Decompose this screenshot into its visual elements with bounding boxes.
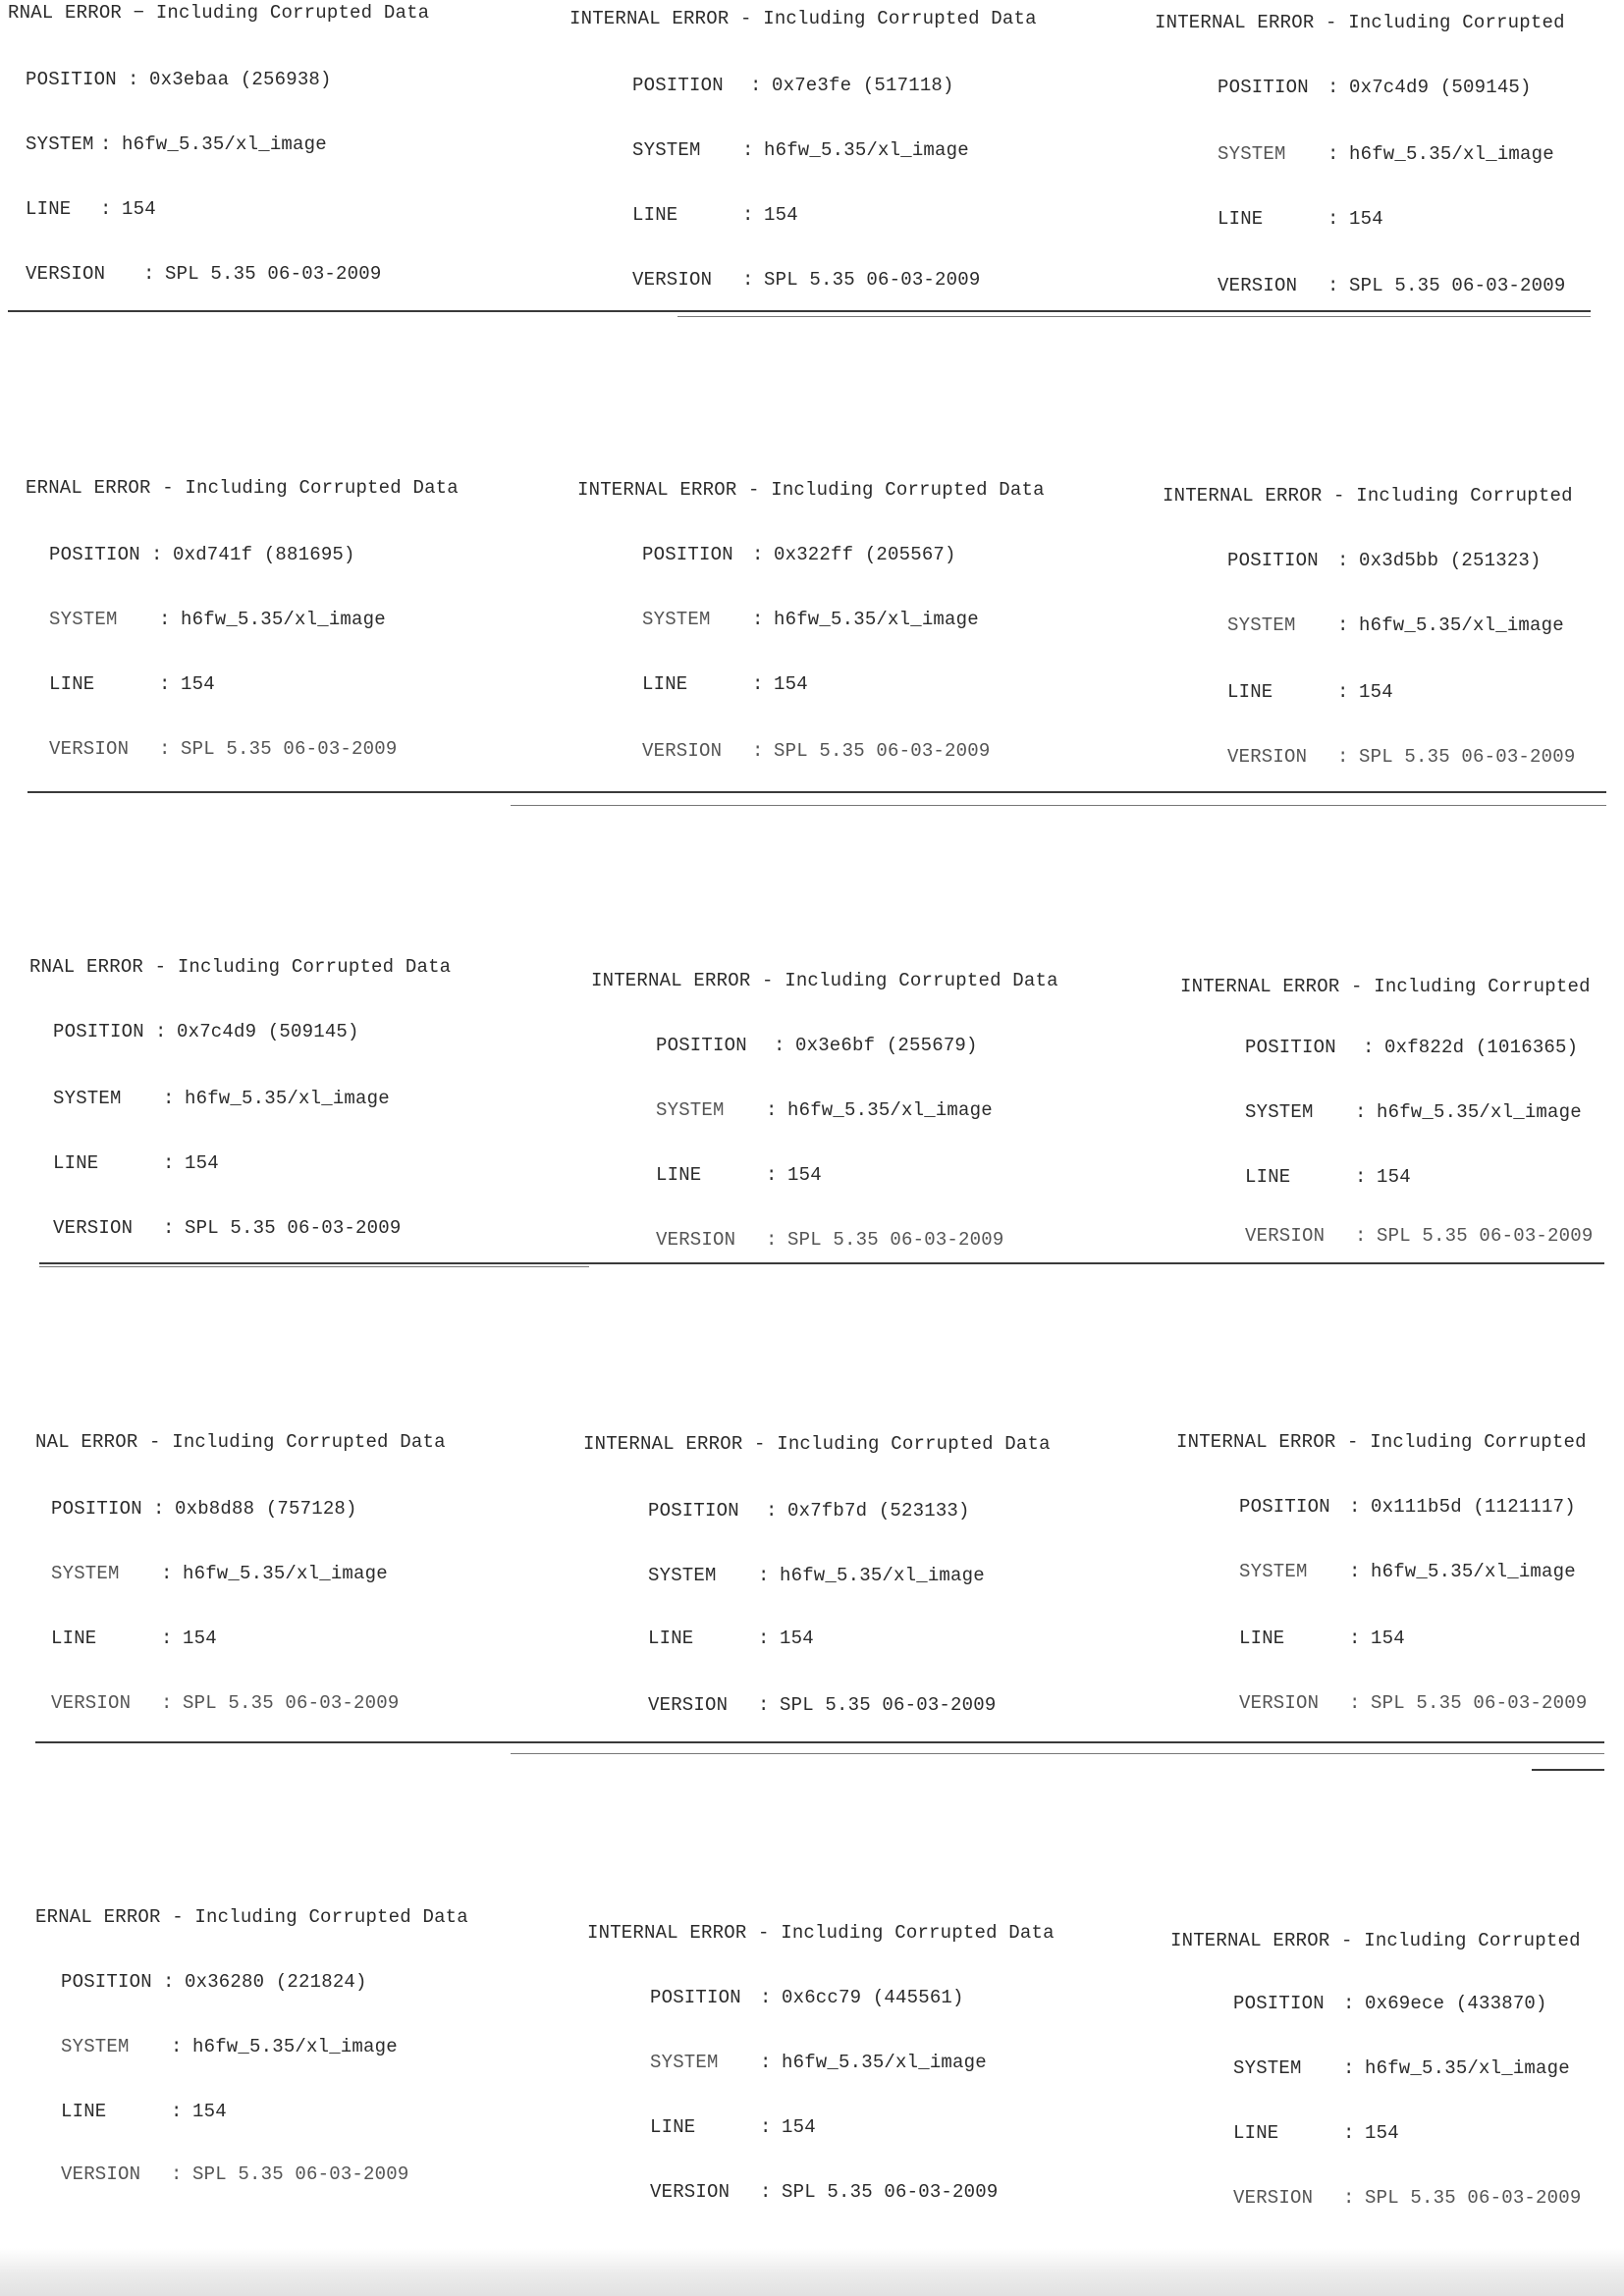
position-label: POSITION <box>650 1987 741 2008</box>
line-value: 154 <box>1349 208 1383 230</box>
field-separator: : <box>742 139 754 161</box>
system-value: h6fw_5.35/xl_image <box>1371 1561 1576 1582</box>
error-title: INTERNAL ERROR - Including Corrupted <box>1170 1930 1581 1951</box>
cut-line <box>511 1753 1604 1754</box>
version-value: SPL 5.35 06-03-2009 <box>183 1692 400 1714</box>
field-separator: : <box>760 2181 772 2203</box>
field-separator: : <box>163 1152 175 1174</box>
version-value: SPL 5.35 06-03-2009 <box>181 738 398 760</box>
version-label: VERSION <box>61 2163 141 2185</box>
position-label: POSITION <box>642 544 733 565</box>
version-value: SPL 5.35 06-03-2009 <box>185 1217 402 1239</box>
error-block <box>26 477 556 772</box>
version-value: SPL 5.35 06-03-2009 <box>764 269 981 291</box>
system-label: SYSTEM <box>650 2052 719 2073</box>
field-separator: : <box>758 1565 770 1586</box>
error-title: INTERNAL ERROR - Including Corrupted <box>1180 976 1591 997</box>
cut-line <box>8 310 1591 312</box>
error-block <box>577 479 1108 774</box>
field-separator: : <box>760 1987 772 2008</box>
field-separator: : <box>758 1628 770 1649</box>
field-separator: : <box>1343 2057 1355 2079</box>
position-value: 0x7e3fe (517118) <box>772 75 954 96</box>
version-value: SPL 5.35 06-03-2009 <box>1349 275 1566 296</box>
error-block <box>1155 12 1624 306</box>
error-title: INTERNAL ERROR - Including Corrupted Data <box>587 1922 1055 1944</box>
cut-line <box>35 1741 1604 1743</box>
field-separator: : <box>1343 2187 1355 2209</box>
field-separator: : <box>752 673 764 695</box>
version-label: VERSION <box>1245 1225 1326 1247</box>
cut-line <box>39 1266 589 1267</box>
system-label: SYSTEM <box>49 609 118 630</box>
line-value: 154 <box>1365 2122 1399 2144</box>
line-label: LINE <box>26 198 72 220</box>
field-separator: : <box>155 1021 167 1042</box>
system-value: h6fw_5.35/xl_image <box>782 2052 987 2073</box>
version-value: SPL 5.35 06-03-2009 <box>1365 2187 1582 2209</box>
field-separator: : <box>760 2116 772 2138</box>
version-label: VERSION <box>26 263 106 285</box>
field-separator: : <box>1337 746 1349 768</box>
field-separator: : <box>153 1498 165 1520</box>
field-separator: : <box>171 2101 183 2122</box>
error-block <box>29 956 560 1251</box>
field-separator: : <box>1343 2122 1355 2144</box>
system-value: h6fw_5.35/xl_image <box>181 609 386 630</box>
version-label: VERSION <box>648 1694 729 1716</box>
error-title: ERNAL ERROR - Including Corrupted Data <box>35 1906 468 1928</box>
system-value: h6fw_5.35/xl_image <box>780 1565 985 1586</box>
version-value: SPL 5.35 06-03-2009 <box>782 2181 999 2203</box>
version-label: VERSION <box>1227 746 1308 768</box>
system-label: SYSTEM <box>1239 1561 1308 1582</box>
error-title: INTERNAL ERROR - Including Corrupted Data <box>569 8 1037 29</box>
system-label: SYSTEM <box>1233 2057 1302 2079</box>
position-label: POSITION <box>51 1498 142 1520</box>
line-label: LINE <box>1227 681 1273 703</box>
error-block <box>587 1922 1117 2216</box>
field-separator: : <box>128 69 139 90</box>
field-separator: : <box>750 75 762 96</box>
field-separator: : <box>752 544 764 565</box>
position-value: 0x6cc79 (445561) <box>782 1987 964 2008</box>
field-separator: : <box>1349 1561 1361 1582</box>
field-separator: : <box>1355 1101 1367 1123</box>
system-label: SYSTEM <box>51 1563 120 1584</box>
field-separator: : <box>163 1971 175 1993</box>
version-value: SPL 5.35 06-03-2009 <box>192 2163 409 2185</box>
line-label: LINE <box>656 1164 702 1186</box>
version-label: VERSION <box>650 2181 731 2203</box>
version-value: SPL 5.35 06-03-2009 <box>774 740 991 762</box>
line-label: LINE <box>1245 1166 1291 1188</box>
field-separator: : <box>760 2052 772 2073</box>
position-value: 0x322ff (205567) <box>774 544 956 565</box>
system-label: SYSTEM <box>26 133 94 155</box>
system-value: h6fw_5.35/xl_image <box>122 133 327 155</box>
field-separator: : <box>766 1164 778 1186</box>
system-label: SYSTEM <box>642 609 711 630</box>
line-value: 154 <box>1377 1166 1411 1188</box>
version-label: VERSION <box>53 1217 134 1239</box>
error-title: INTERNAL ERROR - Including Corrupted Data <box>577 479 1045 501</box>
field-separator: : <box>1327 275 1339 296</box>
field-separator: : <box>742 269 754 291</box>
system-value: h6fw_5.35/xl_image <box>764 139 969 161</box>
error-block <box>583 1433 1113 1728</box>
scan-edge-shadow <box>0 2248 1624 2296</box>
field-separator: : <box>1327 208 1339 230</box>
system-label: SYSTEM <box>61 2036 130 2057</box>
system-value: h6fw_5.35/xl_image <box>1349 143 1554 165</box>
version-value: SPL 5.35 06-03-2009 <box>165 263 382 285</box>
version-value: SPL 5.35 06-03-2009 <box>780 1694 997 1716</box>
field-separator: : <box>1337 550 1349 571</box>
system-label: SYSTEM <box>53 1088 122 1109</box>
position-value: 0xd741f (881695) <box>173 544 355 565</box>
cut-line <box>677 316 1591 317</box>
line-label: LINE <box>650 2116 696 2138</box>
line-label: LINE <box>642 673 688 695</box>
field-separator: : <box>752 609 764 630</box>
version-label: VERSION <box>1239 1692 1320 1714</box>
line-value: 154 <box>1371 1628 1405 1649</box>
line-value: 154 <box>183 1628 217 1649</box>
field-separator: : <box>1363 1037 1375 1058</box>
field-separator: : <box>1349 1628 1361 1649</box>
version-label: VERSION <box>656 1229 736 1251</box>
system-label: SYSTEM <box>656 1099 725 1121</box>
line-label: LINE <box>53 1152 99 1174</box>
field-separator: : <box>766 1099 778 1121</box>
line-value: 154 <box>782 2116 816 2138</box>
version-value: SPL 5.35 06-03-2009 <box>1371 1692 1588 1714</box>
position-value: 0x111b5d (1121117) <box>1371 1496 1576 1518</box>
error-title: INTERNAL ERROR - Including Corrupted <box>1163 485 1573 507</box>
position-label: POSITION <box>1218 77 1309 98</box>
line-value: 154 <box>764 204 798 226</box>
version-label: VERSION <box>49 738 130 760</box>
line-value: 154 <box>774 673 808 695</box>
error-title: ERNAL ERROR - Including Corrupted Data <box>26 477 459 499</box>
field-separator: : <box>1337 614 1349 636</box>
line-label: LINE <box>51 1628 97 1649</box>
position-value: 0x3ebaa (256938) <box>149 69 332 90</box>
field-separator: : <box>1355 1225 1367 1247</box>
cut-line <box>27 791 1606 793</box>
field-separator: : <box>1349 1692 1361 1714</box>
version-value: SPL 5.35 06-03-2009 <box>787 1229 1004 1251</box>
error-title: INTERNAL ERROR - Including Corrupted <box>1155 12 1565 33</box>
error-title: INTERNAL ERROR - Including Corrupted Data <box>591 970 1058 991</box>
field-separator: : <box>161 1628 173 1649</box>
position-value: 0xb8d88 (757128) <box>175 1498 357 1520</box>
position-value: 0x7fb7d (523133) <box>787 1500 970 1522</box>
error-title: RNAL ERROR − Including Corrupted Data <box>8 2 430 24</box>
field-separator: : <box>1343 1993 1355 2014</box>
field-separator: : <box>766 1500 778 1522</box>
system-value: h6fw_5.35/xl_image <box>192 2036 398 2057</box>
line-label: LINE <box>648 1628 694 1649</box>
field-separator: : <box>161 1563 173 1584</box>
line-label: LINE <box>61 2101 107 2122</box>
line-value: 154 <box>1359 681 1393 703</box>
line-label: LINE <box>1218 208 1264 230</box>
error-title: INTERNAL ERROR - Including Corrupted <box>1176 1431 1587 1453</box>
field-separator: : <box>143 263 155 285</box>
version-label: VERSION <box>642 740 723 762</box>
system-value: h6fw_5.35/xl_image <box>1377 1101 1582 1123</box>
line-label: LINE <box>632 204 678 226</box>
position-label: POSITION <box>61 1971 152 1993</box>
system-label: SYSTEM <box>632 139 701 161</box>
field-separator: : <box>766 1229 778 1251</box>
error-block <box>8 0 538 294</box>
version-value: SPL 5.35 06-03-2009 <box>1359 746 1576 768</box>
line-value: 154 <box>185 1152 219 1174</box>
system-label: SYSTEM <box>1218 143 1286 165</box>
position-label: POSITION <box>49 544 140 565</box>
field-separator: : <box>159 609 171 630</box>
position-label: POSITION <box>656 1035 747 1056</box>
field-separator: : <box>159 673 171 695</box>
field-separator: : <box>151 544 163 565</box>
error-block <box>1180 976 1624 1270</box>
field-separator: : <box>100 133 112 155</box>
system-value: h6fw_5.35/xl_image <box>787 1099 993 1121</box>
line-label: LINE <box>1233 2122 1279 2144</box>
position-label: POSITION <box>1233 1993 1325 2014</box>
position-value: 0x7c4d9 (509145) <box>177 1021 359 1042</box>
position-label: POSITION <box>1245 1037 1336 1058</box>
system-value: h6fw_5.35/xl_image <box>183 1563 388 1584</box>
version-label: VERSION <box>632 269 713 291</box>
line-value: 154 <box>780 1628 814 1649</box>
field-separator: : <box>1355 1166 1367 1188</box>
position-label: POSITION <box>26 69 117 90</box>
position-label: POSITION <box>1239 1496 1330 1518</box>
version-label: VERSION <box>51 1692 132 1714</box>
position-value: 0x3e6bf (255679) <box>795 1035 978 1056</box>
position-label: POSITION <box>53 1021 144 1042</box>
position-label: POSITION <box>632 75 724 96</box>
field-separator: : <box>752 740 764 762</box>
error-block <box>569 8 1100 302</box>
error-block <box>35 1431 566 1726</box>
cut-line <box>1532 1769 1604 1771</box>
position-value: 0x7c4d9 (509145) <box>1349 77 1532 98</box>
line-value: 154 <box>192 2101 227 2122</box>
field-separator: : <box>1349 1496 1361 1518</box>
cut-line <box>511 805 1606 806</box>
error-block <box>591 970 1121 1264</box>
line-value: 154 <box>122 198 156 220</box>
error-title: NAL ERROR - Including Corrupted Data <box>35 1431 446 1453</box>
system-value: h6fw_5.35/xl_image <box>185 1088 390 1109</box>
version-value: SPL 5.35 06-03-2009 <box>1377 1225 1594 1247</box>
system-label: SYSTEM <box>1227 614 1296 636</box>
line-value: 154 <box>181 673 215 695</box>
field-separator: : <box>100 198 112 220</box>
error-block <box>1170 1930 1604 2224</box>
system-value: h6fw_5.35/xl_image <box>774 609 979 630</box>
field-separator: : <box>1337 681 1349 703</box>
field-separator: : <box>171 2163 183 2185</box>
field-separator: : <box>1327 143 1339 165</box>
position-value: 0xf822d (1016365) <box>1384 1037 1579 1058</box>
position-label: POSITION <box>648 1500 739 1522</box>
position-value: 0x36280 (221824) <box>185 1971 367 1993</box>
field-separator: : <box>161 1692 173 1714</box>
field-separator: : <box>159 738 171 760</box>
field-separator: : <box>774 1035 785 1056</box>
error-title: RNAL ERROR - Including Corrupted Data <box>29 956 452 978</box>
system-label: SYSTEM <box>648 1565 717 1586</box>
line-label: LINE <box>1239 1628 1285 1649</box>
position-label: POSITION <box>1227 550 1319 571</box>
field-separator: : <box>163 1088 175 1109</box>
system-value: h6fw_5.35/xl_image <box>1359 614 1564 636</box>
line-value: 154 <box>787 1164 822 1186</box>
cut-line <box>39 1262 1604 1264</box>
system-label: SYSTEM <box>1245 1101 1314 1123</box>
field-separator: : <box>742 204 754 226</box>
error-block <box>1163 485 1604 779</box>
error-block <box>1176 1431 1604 1726</box>
position-value: 0x3d5bb (251323) <box>1359 550 1542 571</box>
error-title: INTERNAL ERROR - Including Corrupted Data <box>583 1433 1051 1455</box>
version-label: VERSION <box>1218 275 1298 296</box>
field-separator: : <box>163 1217 175 1239</box>
version-label: VERSION <box>1233 2187 1314 2209</box>
position-value: 0x69ece (433870) <box>1365 1993 1547 2014</box>
field-separator: : <box>1327 77 1339 98</box>
line-label: LINE <box>49 673 95 695</box>
field-separator: : <box>171 2036 183 2057</box>
error-block <box>35 1906 566 2201</box>
field-separator: : <box>758 1694 770 1716</box>
system-value: h6fw_5.35/xl_image <box>1365 2057 1570 2079</box>
